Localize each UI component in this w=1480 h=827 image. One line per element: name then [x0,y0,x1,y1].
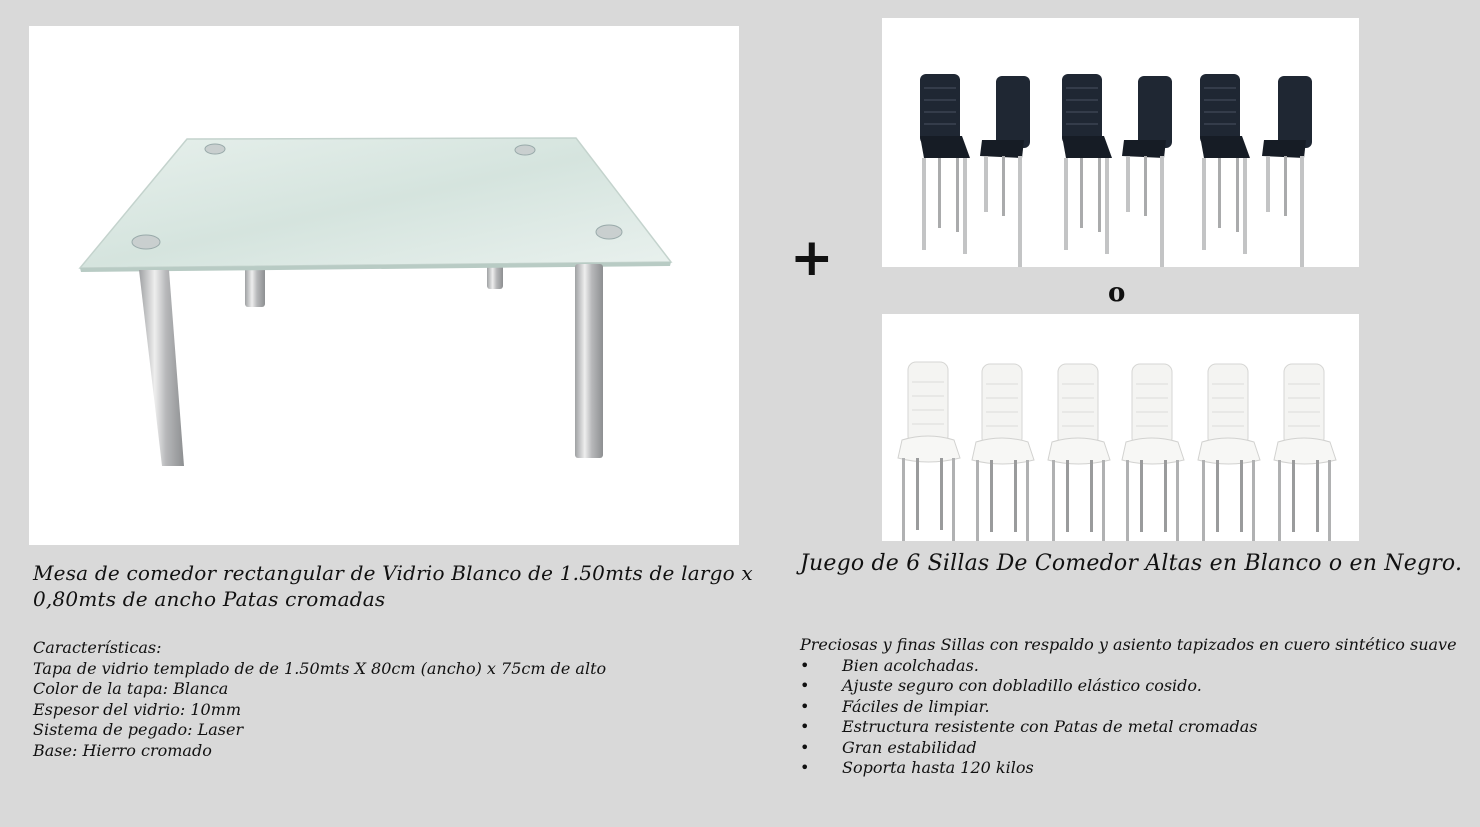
bullet-icon: • [800,655,810,675]
glass-table-image [29,26,739,545]
black-chairs-image [882,18,1359,267]
list-item [800,717,1465,738]
black-chairs-photo [882,18,1359,267]
bullet-text: Ajuste seguro con dobladillo elástico cosido. [842,676,1202,695]
bullet-icon: • [800,696,810,716]
chairs-bullet-list [800,656,1465,779]
list-item [800,738,1465,759]
bullet-text: Bien acolchadas. [842,655,979,675]
bullet-icon: • [800,758,810,777]
bullet-text: Fáciles de limpiar. [842,696,990,716]
feature-line: Base: Hierro cromado [33,740,212,760]
list-item [800,697,1465,718]
list-item [800,676,1465,697]
bullet-text: Estructura resistente con Patas de metal cromadas [842,717,1258,736]
table-title: Mesa de comedor rectangular de Vidrio Blanco de 1.50mts de largo x 0,80mts de ancho Patas cromadas [33,561,753,611]
feature-line: Sistema de pegado: Laser [33,720,244,739]
table-features [33,638,753,761]
white-chairs-image [882,314,1359,541]
bullet-icon: • [800,676,810,695]
bullet-icon: • [800,717,810,736]
white-chairs-photo [882,314,1359,541]
chairs-intro: Preciosas y finas Sillas con respaldo y asiento tapizados en cuero sintético suave [800,635,1457,654]
chairs-title: Juego de 6 Sillas De Comedor Altas en Blanco o en Negro. [800,551,1463,576]
bullet-text: Soporta hasta 120 kilos [842,758,1034,777]
feature-line: Espesor del vidrio: 10mm [33,699,242,719]
features-heading: Características: [33,638,162,657]
list-item [800,758,1465,779]
feature-line: Tapa de vidrio templado de de 1.50mts X 80cm (ancho) x 75cm de alto [33,658,607,678]
bullet-text: Gran estabilidad [842,737,977,757]
feature-line: Color de la tapa: Blanca [33,679,229,698]
list-item [800,656,1465,677]
or-separator: o [1108,278,1126,308]
bullet-icon: • [800,737,810,757]
chairs-features [800,635,1465,779]
plus-sign: + [790,228,834,288]
table-photo [29,26,739,545]
